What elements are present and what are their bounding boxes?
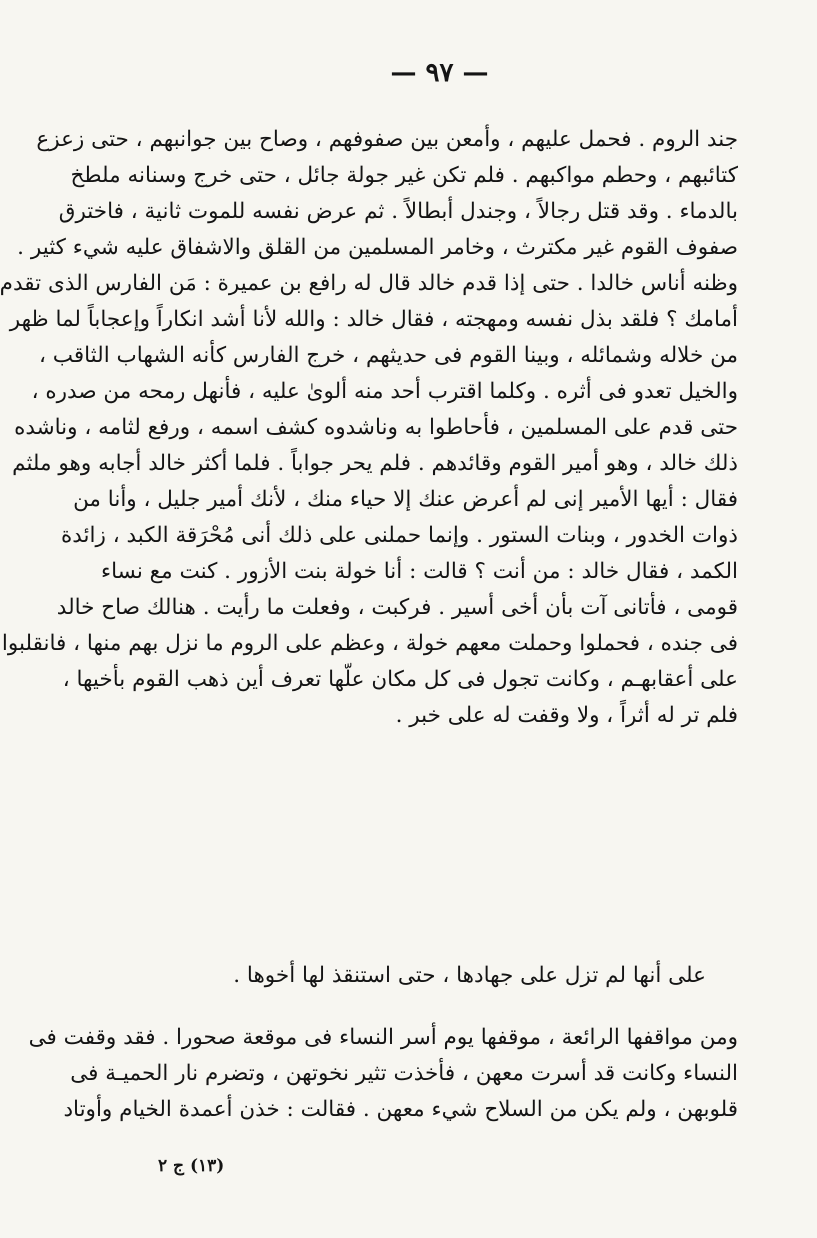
text-line: والخيل تعدو فى أثره . وكلما اقترب أحد منه ألوىٰ عليه ، فأنهل رمحه من صدره ، — [31, 379, 738, 404]
paragraph-short — [142, 958, 738, 994]
text-line: الكمد ، فقال خالد : من أنت ؟ قالت : أنا خولة بنت الأزور . كنت مع نساء — [101, 559, 738, 584]
paragraph-main — [0, 122, 738, 734]
signature-mark: (١٣) ج ٢ — [158, 1156, 225, 1176]
text-line: كتائبهم ، وحطم مواكبهم . فلم تكن غير جولة جائل ، حتى خرج وسنانه ملطخ — [70, 163, 738, 188]
text-line: النساء وكانت قد أسرت معهن ، فأخذت تثير نخوتهن ، وتضرم نار الحميـة فى — [70, 1061, 738, 1086]
paragraph-final — [28, 1020, 738, 1128]
text-line: من خلاله وشمائله ، وبينا القوم فى حديثهم ، خرج الفارس كأنه الشهاب الثاقب ، — [38, 343, 738, 368]
text-line: قومى ، فأتانى آت بأن أخى أسير . فركبت ، وفعلت ما رأيت . هنالك صاح خالد — [56, 595, 738, 620]
text-line: قلوبهن ، ولم يكن من السلاح شيء معهن . فقالت : خذن أعمدة الخيام وأوتاد — [63, 1097, 738, 1122]
page-number: — ٩٧ — — [390, 58, 489, 88]
text-line: جند الروم . فحمل عليهم ، وأمعن بين صفوفهم ، وصاح بين جوانبهم ، حتى زعزع — [36, 127, 738, 152]
text-line: ذلك خالد ، وهو أمير القوم وقائدهم . فلم يحر جواباً . فلما أكثر خالد أجابه وهو ملثم — [12, 451, 738, 476]
text-line: فلم تر له أثراً ، ولا وقفت له على خبر . — [395, 703, 738, 728]
text-line: أمامك ؟ فلقد بذل نفسه ومهجته ، فقال خالد : والله لأنا أشد انكاراً وإعجاباً لما ظهر — [9, 307, 738, 332]
text-line: ومن مواقفها الرائعة ، موقفها يوم أسر النساء فى موقعة صحورا . فقد وقفت فى — [28, 1025, 738, 1050]
text-line: حتى قدم على المسلمين ، فأحاطوا به وناشدوه كشف اسمه ، ورفع لثامه ، وناشده — [14, 415, 738, 440]
text-line: وظنه أناس خالدا . حتى إذا قدم خالد قال له رافع بن عميرة : مَن الفارس الذى تقدم — [0, 271, 738, 296]
text-line: على أنها لم تزل على جهادها ، حتى استنقذ لها أخوها . — [233, 963, 706, 988]
text-line: على أعقابهـم ، وكانت تجول فى كل مكان علّها تعرف أين ذهب القوم بأخيها ، — [62, 667, 738, 692]
text-line: فى جنده ، فحملوا وحملت معهم خولة ، وعظم على الروم ما نزل بهم منها ، فانقلبوا — [1, 631, 738, 656]
text-line: فقال : أيها الأمير إنى لم أعرض عنك إلا حياء منك ، لأنك أمير جليل ، وأنا من — [73, 487, 738, 512]
text-line: صفوف القوم غير مكترث ، وخامر المسلمين من القلق والاشفاق عليه شيء كثير . — [17, 235, 738, 260]
text-line: بالدماء . وقد قتل رجالاً ، وجندل أبطالاً . ثم عرض نفسه للموت ثانية ، فاخترق — [58, 199, 738, 224]
text-line: ذوات الخدور ، وبنات الستور . وإنما حملنى على ذلك أنى مُحْرَقة الكبد ، زائدة — [60, 523, 738, 548]
